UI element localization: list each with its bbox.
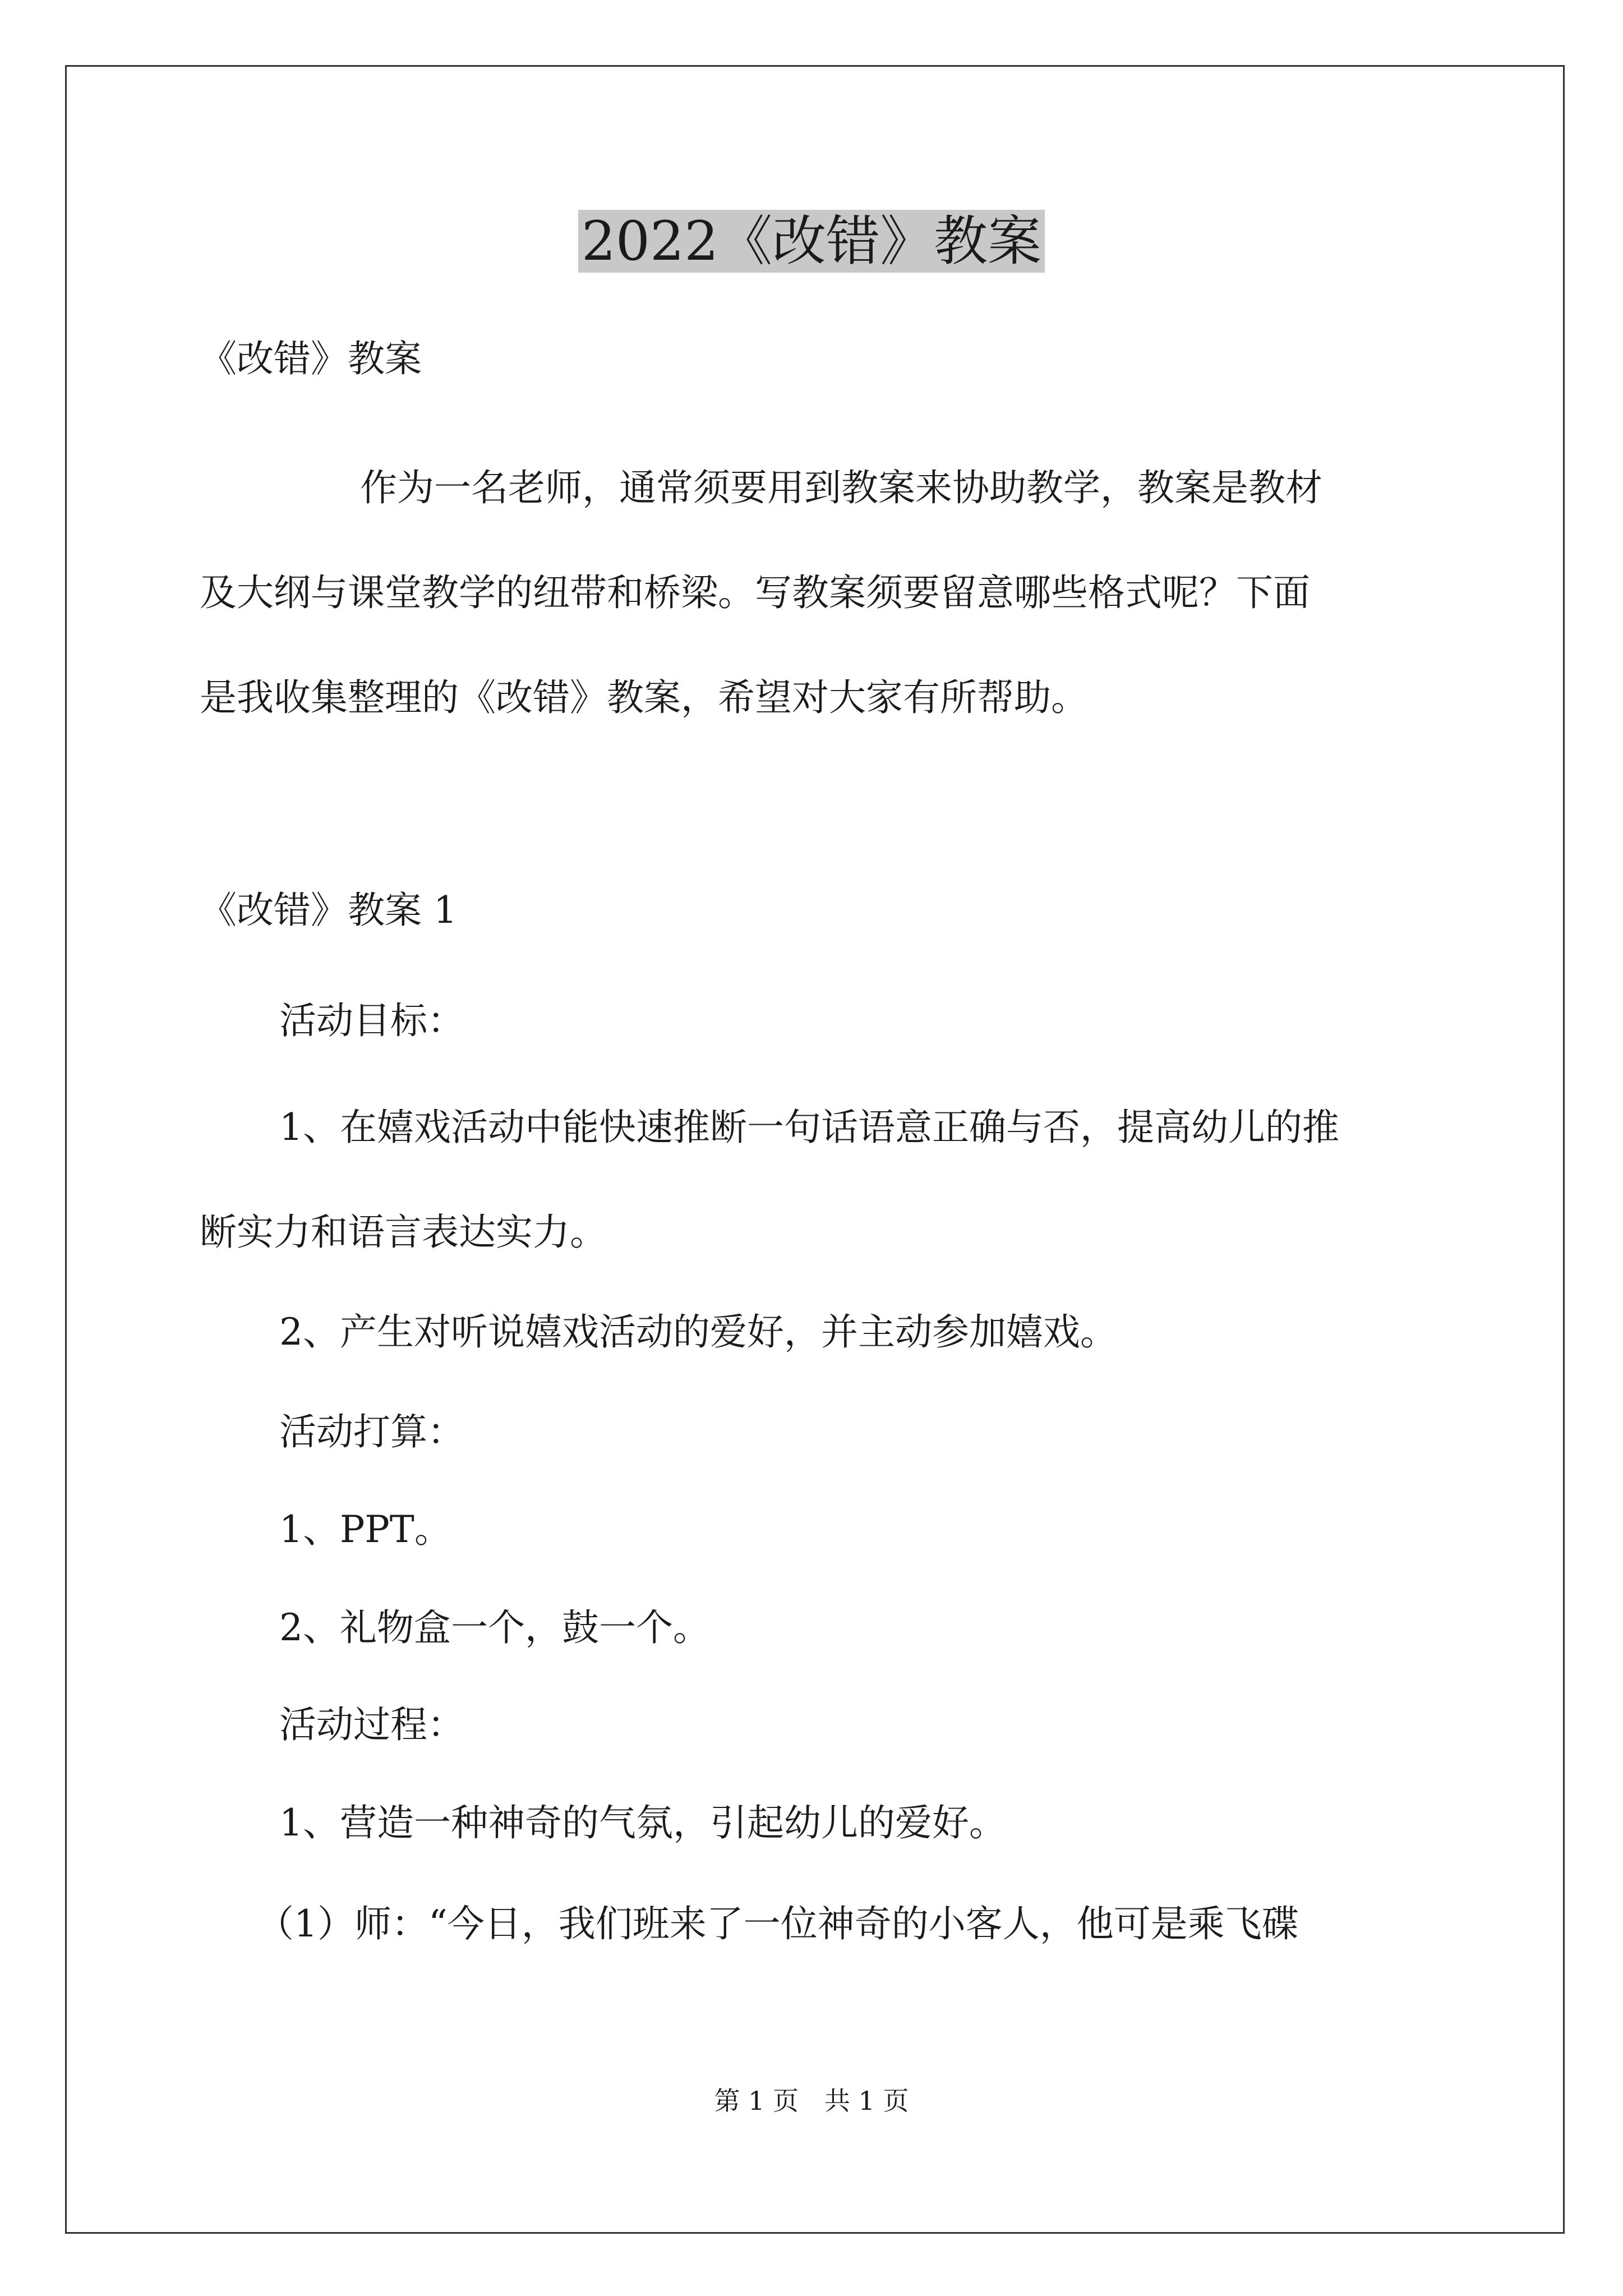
body-line: 2、礼物盒一个，鼓一个。: [279, 1606, 710, 1649]
body-line: 1、在嬉戏活动中能快速推断一句话语意正确与否，提高幼儿的推: [279, 1106, 1339, 1149]
body-line: 1、营造一种神奇的气氛，引起幼儿的爱好。: [279, 1801, 1006, 1844]
intro-line: 是我收集整理的《改错》教案，希望对大家有所帮助。: [200, 676, 1088, 719]
body-line: （1）师：“今日，我们班来了一位神奇的小客人，他可是乘飞碟: [257, 1902, 1299, 1945]
body-line: 活动目标：: [279, 999, 464, 1042]
document-title: [0, 202, 1623, 280]
body-line: 断实力和语言表达实力。: [200, 1211, 607, 1254]
intro-line: 及大纲与课堂教学的纽带和桥梁。写教案须要留意哪些格式呢？下面: [200, 571, 1310, 614]
body-line: 活动过程：: [279, 1703, 464, 1746]
body-line: 2、产生对听说嬉戏活动的爱好，并主动参加嬉戏。: [279, 1310, 1117, 1354]
body-line: 活动打算：: [279, 1410, 464, 1453]
document-title-text: 2022《改错》教案: [578, 210, 1045, 273]
page-footer: 第 1 页 共 1 页: [714, 2086, 909, 2116]
document-subtitle: 《改错》教案: [200, 337, 422, 380]
body-line: 1、PPT。: [279, 1508, 451, 1551]
section-heading: 《改错》教案 1: [200, 889, 457, 932]
intro-line: 作为一名老师，通常须要用到教案来协助教学，教案是教材: [360, 466, 1322, 509]
